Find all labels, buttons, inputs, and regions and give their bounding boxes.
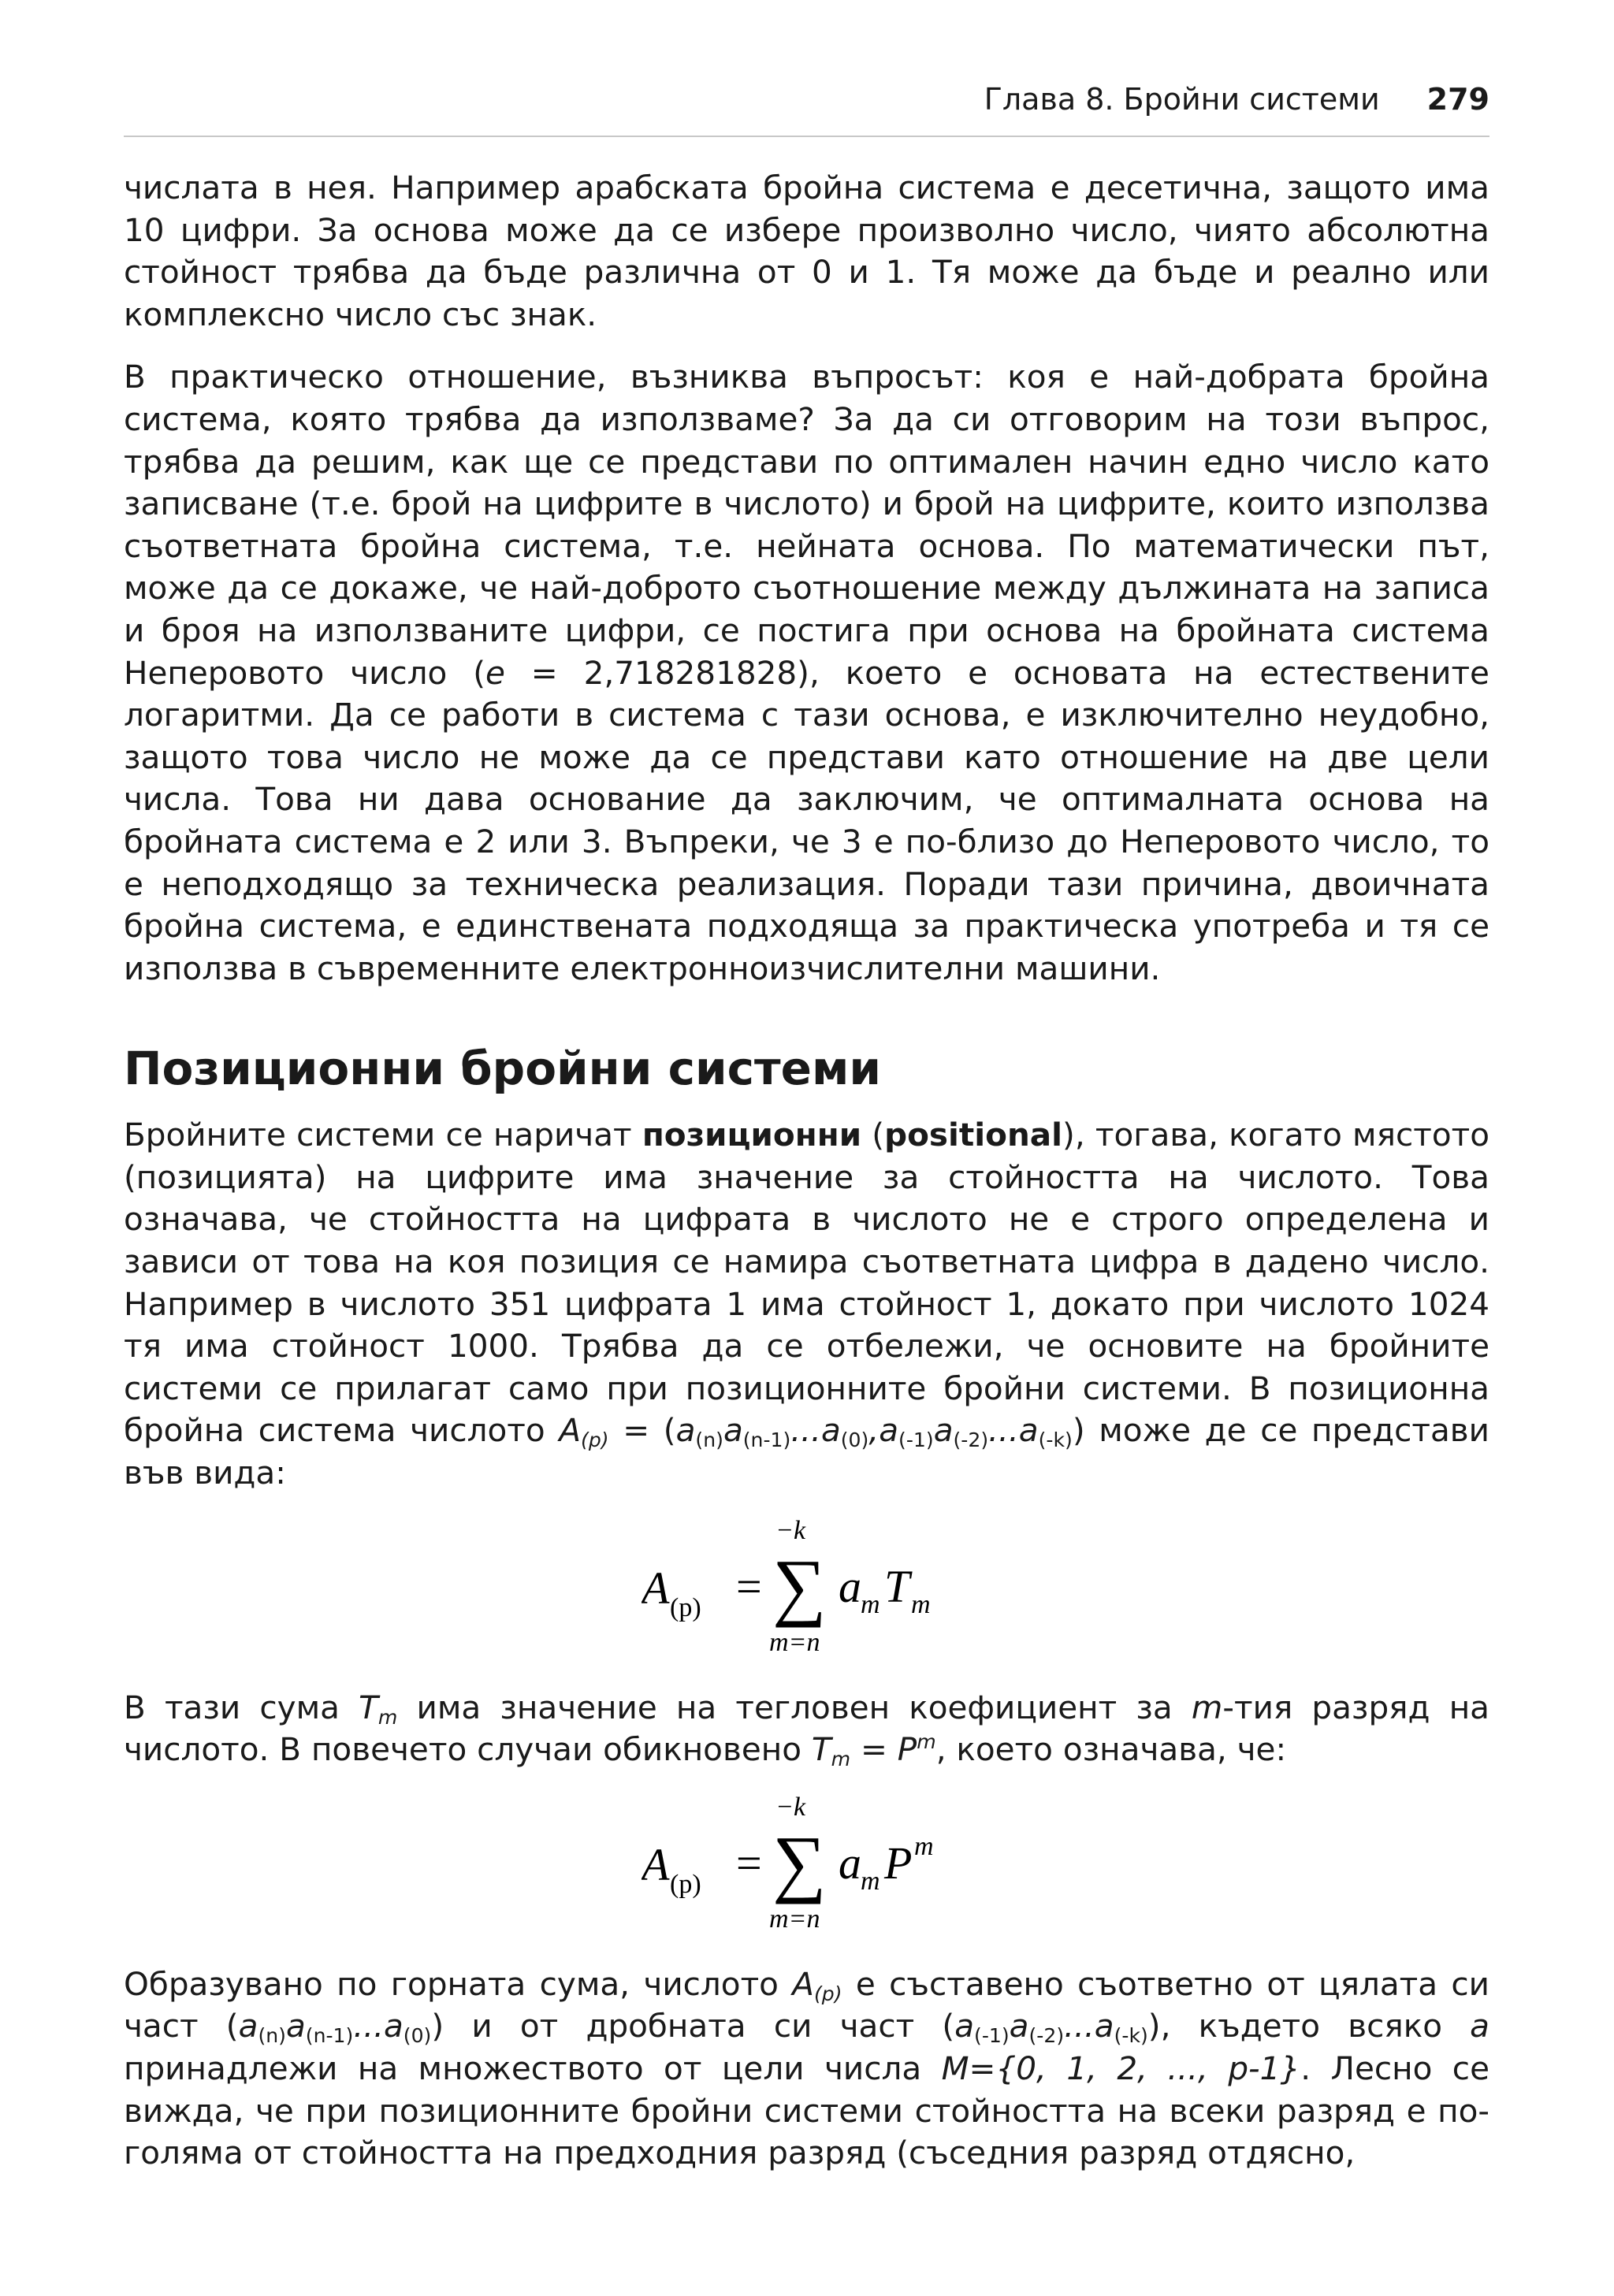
formula-2-upper-limit: −k [775,1792,805,1822]
paragraph-1: числата в нея. Например арабската бройна система е десетична, защото има 10 цифри. За основа може да се избере произволно число, чиято абсолютна стойност трябва да бъде различна от 0 и 1. Тя може да бъде и реално или комплексно число със знак. [124,169,1489,333]
paragraph-5: Образувано по горната сума, числото $A_{(p)}$ е съставено съответно от цялата си част $(a_{(n)}a_{(n-1)}...a_{(0)})$ и от дробната си част $(a_{(-1)}a_{(-2)}...a_{(-k)})$, където всяко a принадлежи на множеството от цели числа M={0, 1, 2, ..., p-1}. Лесно се вижда, че при позиционните бройни системи стойността на всеки разряд е по-голяма от стойността на предходния разряд (съседния разряд отдясно, [124,1964,1489,2172]
formula-2-lhs-sub: (p) [669,1869,701,1899]
formula-1-lower-limit: m=n [768,1627,820,1657]
section-heading: Позиционни бройни системи [124,1042,881,1096]
formula-2-lower-limit: m=n [768,1904,820,1934]
book-page [124,76,1489,2195]
formula-2-term-b-sup: m [913,1831,934,1861]
sigma-symbol: ∑ [772,1543,826,1628]
term-positional-en: positional [884,1116,1063,1154]
sum-formula-2 [124,1792,1489,1941]
formula-1-term-a: a [838,1560,861,1612]
paragraph-3: Бройните системи се наричат позиционни (positional), тогава, когато мястото (позицията) на цифрите има значение за стойността на числото. Това означава, че стойността на цифрата в числото не е строго определена и зависи от това на коя позиция се намира съответната цифра в дадено число. Например в числото 351 цифрата 1 има стойност 1, докато при числото 1024 тя има стойност 1000. Трябва да се отбележи, че основите на бройните системи се прилагат само при позиционните бройни системи. В позиционна бройна система числото $A_{(p)} = (a_{(n)}a_{(n-1)}...a_{(0)},a_{(-1)}a_{(-2)}...a_{(-k)})$ може де се представи във вида: [124,1116,1490,1492]
paragraph-2: В практическо отношение, възниква въпросът: коя е най-добрата бройна система, която трябва да използваме? За да си отговорим на този въпрос, трябва да решим, как ще се представи по оптимален начин едно число като записване (т.е. брой на цифрите в числото) и брой на цифрите, които използва съответната бройна система, т.е. нейната основа. По математически път, може да се докаже, че най-доброто съотношение между дължината на записа и броя на използваните цифри, се постига при основа на бройната система Неперовото число (e = 2,718281828), което е основата на естествените логаритми. Да се работи в система с тази основа, е изключително неудобно, защото това число не може да се представи като отношение на две цели числа. Това ни дава основание да заключим, че оптималната основа на бройната система е 2 или 3. Въпреки, че 3 е по-близо до Неперовото число, то е неподходящо за техническа реализация. Поради тази причина, двоичната бройна система, е единствената подходяща за практическа употреба и тя се използва в съвременните електронноизчислителни машини. [124,358,1489,987]
formula-1-term-b: T [883,1560,909,1612]
formula-1-term-b-sub: m [910,1589,931,1619]
formula-2-term-b: P [883,1837,912,1889]
paragraph-4: В тази сума $T_m$ има значение на тегловен коефициент за m-тия разряд на числото. В повечето случаи обикновено $T_m = P^m$, което означава, че: [124,1688,1489,1771]
page-number: 279 [1426,82,1489,117]
page-content [124,167,1489,2175]
formula-2-equals: = [735,1837,762,1889]
chapter-title: Глава 8. Бройни системи [984,82,1380,117]
digit-set: M={0, 1, 2, ..., p-1} [941,2049,1301,2087]
euler-number-symbol: e [485,653,505,692]
formula-2-lhs: A [641,1838,669,1890]
sum-formula-2-svg [642,1792,972,1941]
formula-1-term-a-sub: m [860,1589,880,1619]
running-header [124,76,1489,137]
formula-1-equals: = [735,1560,762,1612]
formula-1-lhs-sub: (p) [669,1592,701,1622]
formula-1-lhs: A [641,1562,669,1614]
formula-2-term-a: a [838,1837,861,1889]
formula-1-upper-limit: −k [775,1515,805,1545]
term-positional-bg: позиционни [642,1116,862,1154]
sigma-symbol: ∑ [772,1819,826,1904]
sum-formula-1 [124,1515,1489,1665]
formula-2-term-a-sub: m [860,1866,880,1896]
sum-formula-1-svg [642,1515,972,1665]
